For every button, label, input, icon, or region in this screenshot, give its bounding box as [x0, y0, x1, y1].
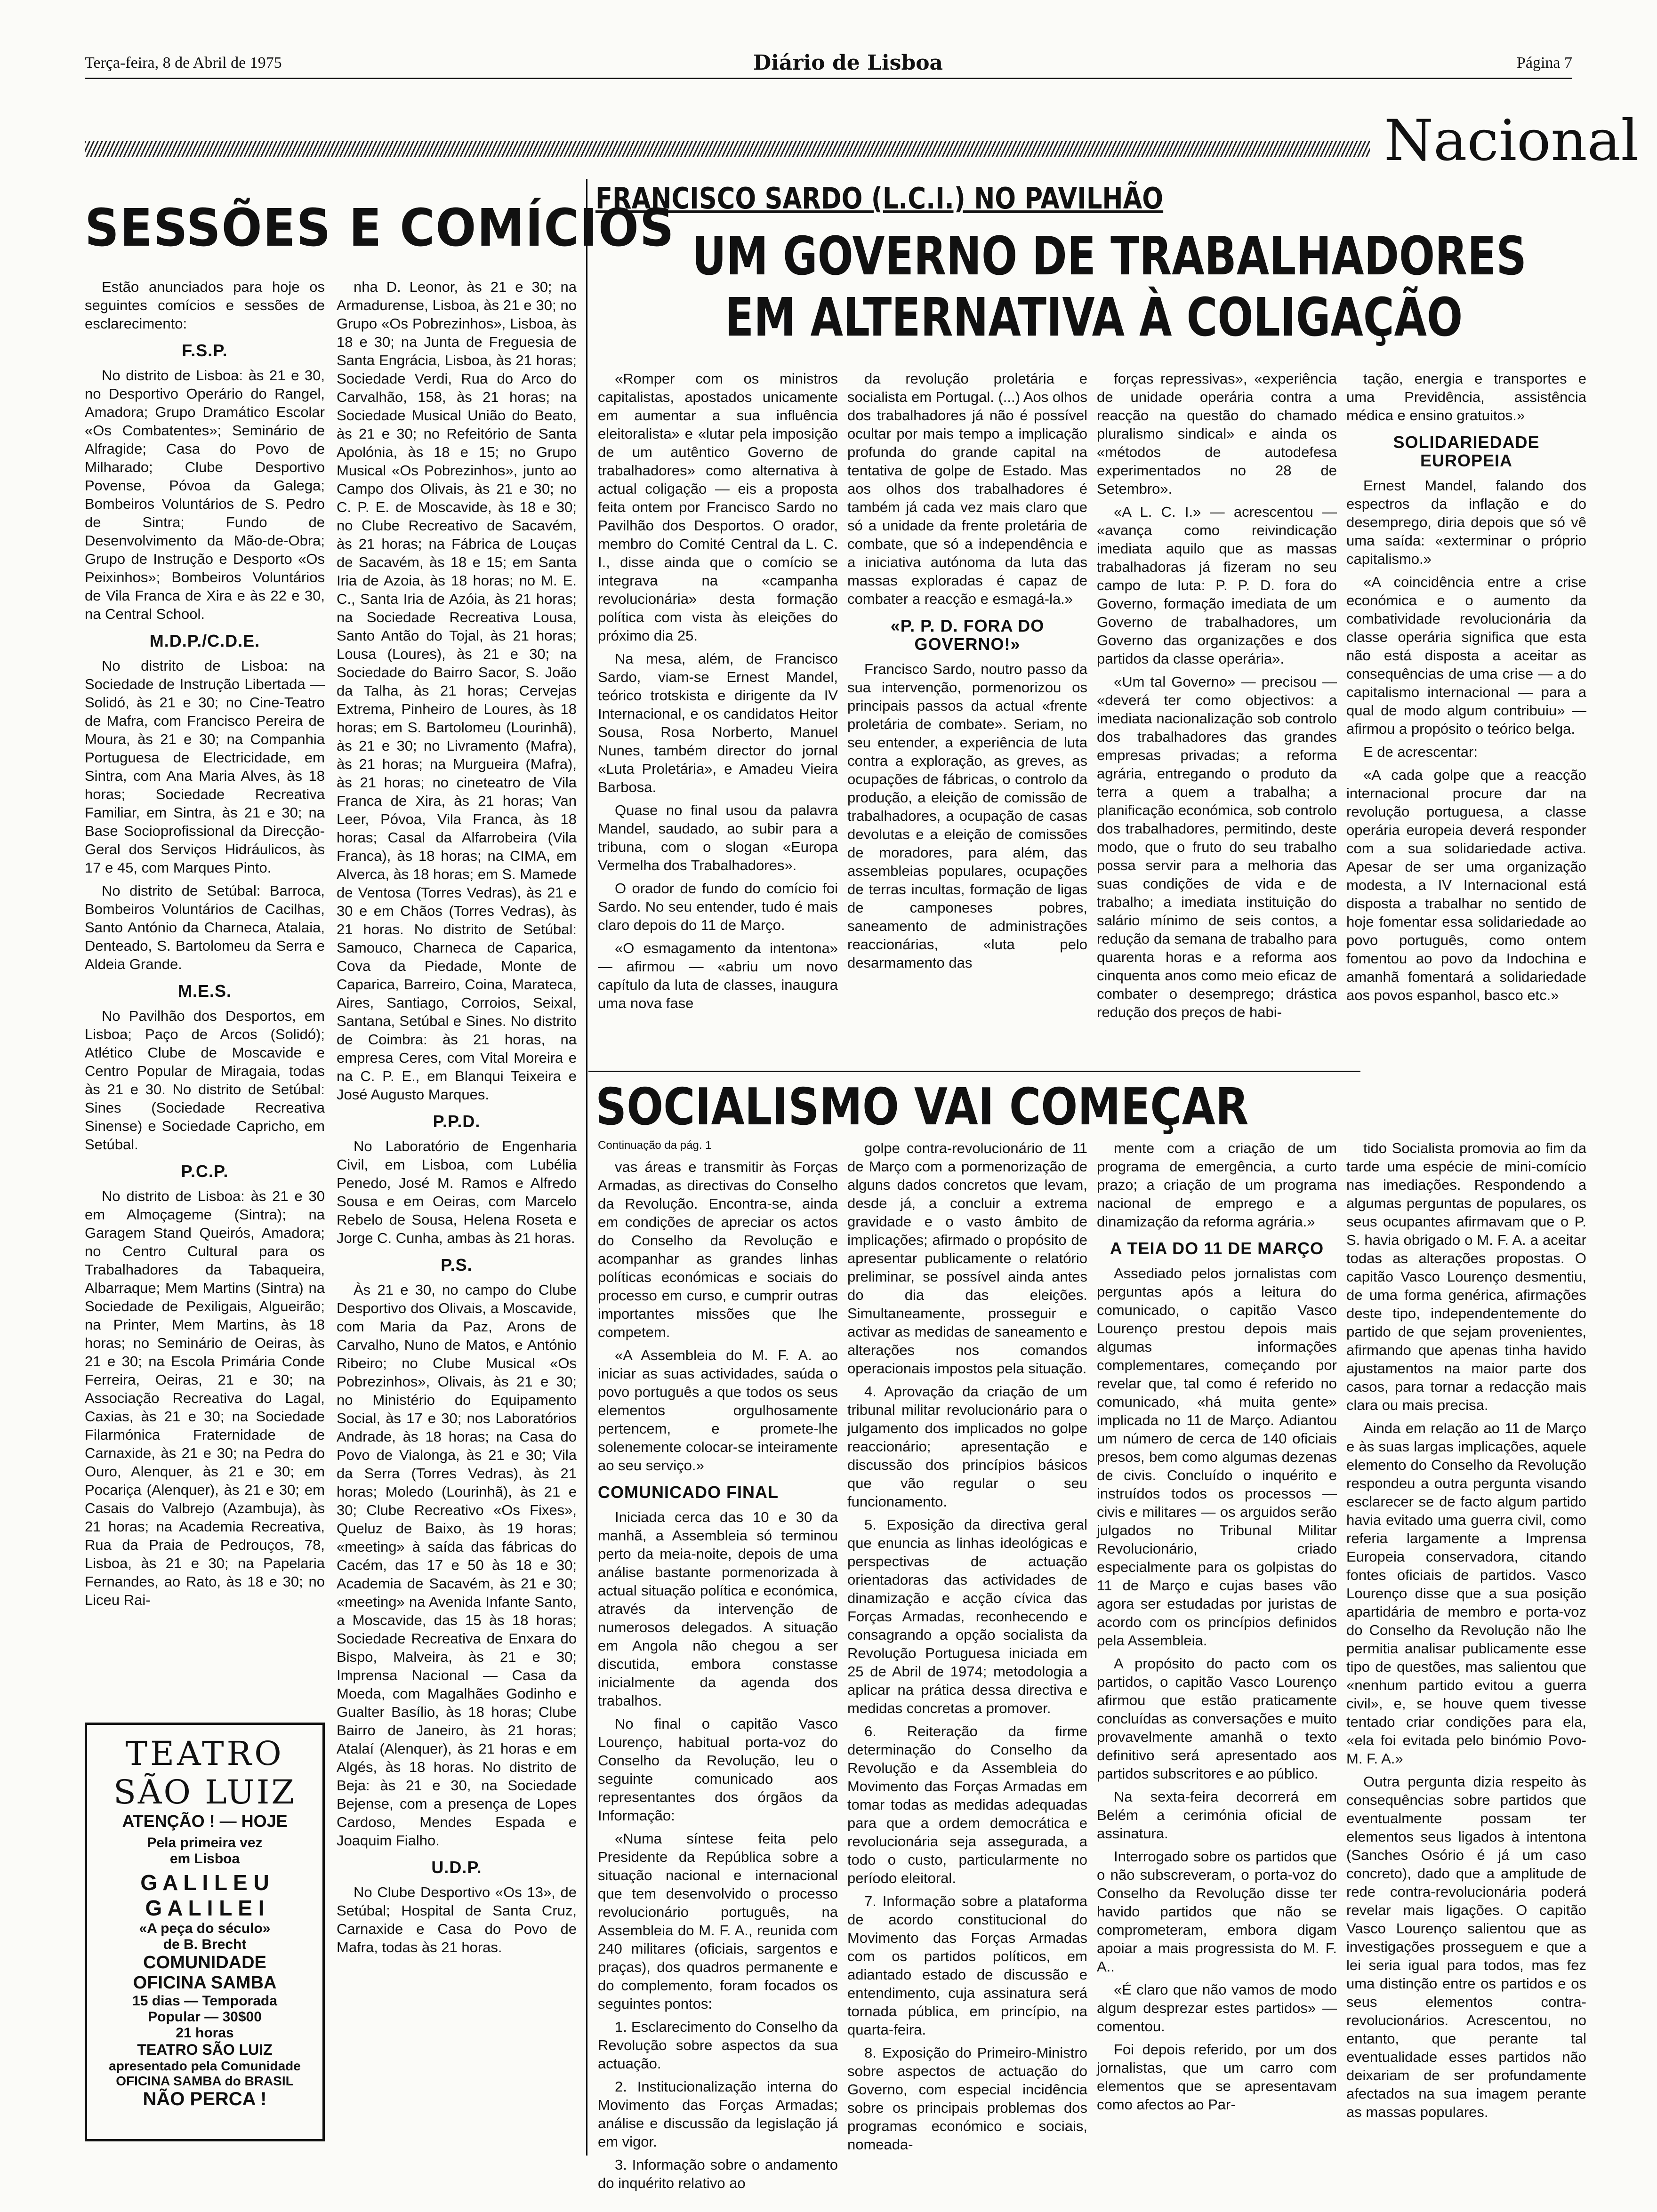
- sessoes-column-1: [85, 278, 325, 1713]
- udp-text: No Clube Desportivo «Os 13», de Setúbal; Hospital de Santa Cruz, Carnaxide e Casa do Povo de Mafra, todas às 21 horas.: [337, 1884, 577, 1956]
- pcp-heading: P.C.P.: [181, 1162, 229, 1181]
- socialismo-paragraph: Foi depois referido, por um dos jornalistas, que um carro com elementos que se apresentavam como afectos ao Par-: [1097, 2041, 1337, 2113]
- sardo-paragraph: Francisco Sardo, noutro passo da sua intervenção, pormenorizou os principais passos da actual «frente proletária de combate». Seriam, no seu entender, a experiência de luta contra a exploração, as greves, as ocupações de fábricas, o controlo da produção, a eleição de comissão de trabalhadores, a ocupação de casas devolutas e a eleição de comissões de moradores, para além, das assembleias populares, ocupações de terras incultas, formação de ligas de camponeses pobres, saneamento de administrações reaccionárias, «luta pelo desarmamento das: [847, 661, 1087, 971]
- sardo-column-3: [1097, 369, 1337, 1066]
- socialismo-paragraph: «A Assembleia do M. F. A. ao iniciar as suas actividades, saúda o povo português a que todos os seus elementos orgulhosamente pertencem, e promete-lhe solenemente colocar-se inteiramente ao seu serviço.»: [598, 1347, 838, 1474]
- socialismo-headline: SOCIALISMO VAI COMEÇAR: [595, 1078, 1249, 1137]
- sardo-paragraph: forças repressivas», «experiência de unidade operária contra a reacção na questão do chamado pluralismo sindical» e ainda os «métodos de autodefesa experimentados no 28 de Setembro».: [1097, 370, 1337, 497]
- sardo-paragraph: E de acrescentar:: [1363, 744, 1478, 760]
- ad-line-11: OFICINA SAMBA: [133, 1973, 277, 1993]
- socialismo-column-3: [1097, 1139, 1337, 2156]
- socialismo-paragraph: golpe contra-revolucionário de 11 de Março com a pormenorização de alguns dados concretos que levam, desde já, a concluir a extrema gravidade e o vasto âmbito de implicações; afirmado o propósito de apresentar publicamente o relatório preliminar, se possível ainda antes do dia das eleições. Simultaneamente, prosseguir e activar as medidas de saneamento e alterações nos comandos operacionais impostos pela situação.: [847, 1140, 1087, 1377]
- ad-line-13: Popular — 30$00: [148, 2009, 262, 2025]
- socialismo-column-1: [598, 1158, 838, 2191]
- sardo-column-4: [1346, 369, 1586, 1066]
- ad-line-17: NÃO PERCA !: [143, 2089, 267, 2109]
- sardo-kicker: FRANCISCO SARDO (L.C.I.) NO PAVILHÃO: [595, 181, 1164, 216]
- teatro-ad: [85, 1723, 325, 2141]
- sardo-paragraph: da revolução proletária e socialista em Portugal. (...) Aos olhos dos trabalhadores já não é possível ocultar por mais tempo a implicação profunda do grande capital na tentativa de golpe de Estado. Mas aos olhos dos trabalhadores é também já cada vez mais claro que só a unidade da frente proletária de combate, que só a independência e a iniciativa autónoma da luta das massas exploradas é capaz de combater a reacção e esmagá-la.»: [847, 370, 1088, 607]
- socialismo-paragraph: No final o capitão Vasco Lourenço, habitual porta-voz do Conselho da Revolução, leu o seguinte comunicado aos representantes dos órgãos da Informação:: [598, 1715, 838, 1824]
- sardo-paragraph: Quase no final usou da palavra Mandel, saudado, ao subir para a tribuna, com o slogan «Europa Vermelha dos Trabalhadores».: [598, 802, 838, 874]
- ad-line-15: TEATRO SÃO LUIZ: [137, 2041, 273, 2058]
- ppd-text: No Laboratório de Engenharia Civil, em Lisboa, com Lubélia Penedo, José M. Ramos e Alfredo Sousa e em Oeiras, com Marcelo Rebelo de Sousa, Helena Roseta e Jorge C. Cunha, ambas às 21 horas.: [337, 1138, 577, 1246]
- pcp-text-cont: nha D. Leonor, às 21 e 30; na Armadurense, Lisboa, às 21 e 30; no Grupo «Os Pobrezinhos», Lisboa, às 18 e 30; na Junta de Freguesia de Santa Engrácia, Lisboa, às 21 horas; Sociedade Verdi, Rua do Arco do Carvalhão, 158, às 21 horas; na Sociedade Musical União do Beato, às 21 e 30; no Refeitório de Santa Apolónia, às 18 e 15; no Grupo Musical «Os Pobrezinhos», junto ao Campo dos Olivais, às 21 e 30; no C. P. E. de Moscavide, às 18 e 30; no Clube Recreativo de Sacavém, às 21 horas; na Fábrica de Louças de Sacavém, às 18 e 15; em Santa Iria de Azoia, às 18 horas; no M. E. C., Santa Iria de Azóia, às 21 horas; na Sociedade Recreativa Lousa, Santo Antão do Tojal, às 21 horas; Lousa (Loures), às 21 e 30; na Sociedade do Bairro Sacor, S. João da Talha, às 21 horas; Cervejas Extrema, Pinheiro de Loures, às 18 horas; em S. Bartolomeu (Lourinhã), às 21 e 30; no Livramento (Mafra), às 21 horas; na Murgueira (Mafra), às 21 horas; no cineteatro de Vila Franca de Xira, às 21 horas; Van Leer, Póvoa, Vila Franca, às 18 horas; Casal da Alfarrobeira (Vila Franca), às 18 horas; na CIMA, em Alverca, às 18 horas; em S. Mamede de Ventosa (Torres Vedras), às 21 e 30 e em Chãos (Torres Vedras), às 21 horas. No distrito de Setúbal: Samouco, Charneca de Caparica, Cova da Piedade, Monte de Caparica, Barreiro, Coina, Marateca, Aires, Santiago, Corroios, Seixal, Santana, Setúbal e Sines. No distrito de Coimbra: às 21 horas, na empresa Ceres, com Vital Moreira e na C. P. E., em Blanqui Teixeira e José Augusto Marques.: [337, 279, 577, 1103]
- mdp-heading: M.D.P./C.D.E.: [149, 631, 260, 650]
- ps-heading: P.S.: [441, 1255, 473, 1274]
- mdp-text: No distrito de Lisboa: na Sociedade de Instrução Libertada — Solidó, às 21 e 30; no Cine-Teatro de Mafra, com Francisco Pereira de Moura, às 21 e 30; na Companhia Portuguesa de Electricidade, em Sintra, com Ana Maria Alves, às 18 horas; Sociedade Recreativa Familiar, em Sintra, às 21 e 30; na Base Socioprofissional da Direcção-Geral dos Serviços Hidráulicos, às 17 e 45, com Marques Pinto.: [85, 657, 325, 876]
- socialismo-paragraph: 3. Informação sobre o andamento do inquérito relativo ao: [598, 2156, 838, 2191]
- ad-line-12: 15 dias — Temporada: [132, 1993, 277, 2009]
- sardo-paragraph: O orador de fundo do comício foi Sardo. No seu entender, tudo é mais claro depois do 11 de Março.: [598, 880, 838, 933]
- socialismo-paragraph: A propósito do pacto com os partidos, o capitão Vasco Lourenço afirmou que estão praticamente concluídas as conversações e muito provavelmente amanhã o texto definitivo será apresentado aos partidos subscritores e ao público.: [1097, 1655, 1337, 1782]
- issue-date: Terça-feira, 8 de Abril de 1975: [85, 54, 282, 72]
- ad-line-1: TEATRO: [125, 1734, 284, 1773]
- socialismo-paragraph: vas áreas e transmitir às Forças Armadas, as directivas do Conselho da Revolução. Encontra-se, ainda em condições de apreciar os actos do Conselho da Revolução e acompanhar as grandes linhas políticas económicas e sociais do processo em curso, e cumprir outras importantes missões que lhe competem.: [598, 1159, 838, 1340]
- newspaper-name: Diário de Lisboa: [753, 51, 943, 75]
- sardo-paragraph: Ernest Mandel, falando dos espectros da inflação e do desemprego, diria depois que só vê uma saída: «exterminar o próprio capitalismo.»: [1346, 477, 1586, 567]
- socialismo-paragraph: 5. Exposição da directiva geral que enuncia as linhas ideológicas e perspectivas de actuação orientadoras das actividades de dinamização e acção cívica das Forças Armadas, reconhecendo e consagrando a opção socialista da Revolução Portuguesa iniciada em 25 de Abril de 1974; metodologia a aplicar na prática dessa directiva e medidas concretas a promover.: [847, 1516, 1087, 1716]
- sessoes-column-2: [337, 278, 577, 2156]
- socialismo-column-2: [847, 1139, 1087, 2156]
- ad-line-2: SÃO LUIZ: [113, 1773, 297, 1811]
- sardo-column-2: [847, 369, 1087, 1066]
- fsp-heading: F.S.P.: [182, 341, 228, 360]
- sardo-paragraph: «Romper com os ministros capitalistas, apostados unicamente em aumentar a sua influência eleitoralista» e «lutar pela imposição de um autêntico Governo de trabalhadores» como alternativa à actual coligação — eis a proposta feita ontem por Francisco Sardo no Pavilhão dos Desportos. O orador, membro do Comité Central da L. C. I., disse ainda que o comício se integrava na «campanha revolucionária» desta formação política com vista às eleições do próximo dia 25.: [598, 370, 838, 644]
- ad-line-3: ATENÇÃO ! — HOJE: [122, 1811, 288, 1831]
- ppd-heading: P.P.D.: [433, 1112, 481, 1131]
- sardo-paragraph: «Um tal Governo» — precisou — «deverá ter como objectivos: a imediata nacionalização sob controlo dos trabalhadores das grandes empresas privadas; a reforma agrária, entregando o produto da terra a quem a trabalha; a planificação económica, sob controlo dos trabalhadores, permitindo, deste modo, que o fruto do seu trabalho possa servir para a melhoria das suas condições de vida e de trabalho; a imediata instituição do salário mínimo de seis contos, a redução da semana de trabalho para quarenta horas e a reforma aos cinquenta anos como meio eficaz de combater o desemprego; drástica redução dos preços de habi-: [1097, 673, 1337, 1020]
- column-divider-main: [586, 179, 587, 2156]
- ppd-fora-heading: «P. P. D. FORA DO GOVERNO!»: [890, 616, 1045, 654]
- sardo-headline-1: UM GOVERNO DE TRABALHADORES: [692, 226, 1527, 287]
- pcp-text: No distrito de Lisboa: às 21 e 30 em Almoçageme (Sintra); na Garagem Stand Queirós, Amadora; no Centro Cultural para os Trabalhadores da Tabaqueira, Albarraque; Mem Martins (Sintra) na Sociedade de Pexiligais, Algueirão; na Printer, Mem Martins, às 18 horas; no Seminário de Oeiras, às 21 e 30; na Escola Primária Conde Ferreira, Oeiras, 21 e 30; na Associação Recreativa do Lagal, Caxias, às 21 e 30; na Sociedade Filarmónica Fraternidade de Carnaxide, às 21 e 30; na Pedra do Ouro, Alenquer, às 21 e 30; em Pocariça (Alenquer), às 21 e 30; em Casais do Valbrejo (Azambuja), às 21 horas; na Academia Recreativa, Rua da Praia de Pedrouços, 78, Lisboa, às 21 e 30; na Papelaria Fernandes, ao Rato, às 18 e 30; no Liceu Rai-: [85, 1188, 325, 1608]
- ad-line-8: «A peça do século»: [139, 1921, 271, 1936]
- socialismo-paragraph: Ainda em relação ao 11 de Março e às suas largas implicações, aquele elemento do Conselho da Revolução respondeu a outra pergunta visando esclarecer se de facto algum partido havia evitado uma guerra civil, como referia largamente a Imprensa Europeia conservadora, citando fontes oficiais de partidos. Vasco Lourenço disse que a sua posição apartidária de membro e porta-voz do Conselho da Revolução não lhe permitia analisar publicamente esse tipo de questões, mas salientou que «nenhum partido evitou a guerra civil», e, se houve quem tivesse tentado criar condições para ela, «ela foi evitada pelo binómio Povo-M. F. A.»: [1346, 1420, 1586, 1767]
- masthead-rule: [85, 78, 1572, 79]
- socialismo-paragraph: 8. Exposição do Primeiro-Ministro sobre aspectos de actuação do Governo, com especial incidência sobre os principais problemas dos programas económico e sociais, nomeada-: [847, 2044, 1087, 2153]
- udp-heading: U.D.P.: [431, 1858, 482, 1877]
- socialismo-column-4: [1346, 1139, 1586, 2156]
- mes-text: No Pavilhão dos Desportos, em Lisboa; Paço de Arcos (Solidó); Atlético Clube de Moscavide e Centro Popular de Miragaia, todas às 21 e 30. No distrito de Setúbal: Sines (Sociedade Recreativa Sinense) e Sociedade Capricho, em Setúbal.: [85, 1008, 325, 1153]
- ad-line-6: G A L I L E U: [140, 1870, 269, 1895]
- sardo-paragraph: tação, energia e transportes e uma Previdência, assistência médica e ensino gratuitos.»: [1346, 370, 1586, 424]
- solidariedade-heading: SOLIDARIEDADE EUROPEIA: [1393, 433, 1540, 470]
- socialismo-paragraph: «Numa síntese feita pelo Presidente da República sobre a situação nacional e internacional que tem desenvolvido o processo revolucionário português, na Assembleia do M. F. A., reunida com 240 militares (oficiais, sargentos e praças), dos quadros permanente e do complemento, foram focados os seguintes pontos:: [598, 1830, 838, 2012]
- sardo-paragraph: «A cada golpe que a reacção internacional procure dar na revolução portuguesa, a classe operária europeia deverá responder com a sua solidariedade activa. Apesar de ser uma organização modesta, a IV Internacional está disposta a trabalhar no sentido de hoje fomentar essa solidariedade ao povo português, como ontem fomentou ao povo da Indochina e amanhã fomentará a solidariedade aos povos espanhol, basco etc.»: [1346, 767, 1586, 1003]
- socialismo-paragraph: tido Socialista promovia ao fim da tarde uma espécie de mini-comício nas imediações. Respondendo a algumas perguntas de populares, os seus ocupantes afirmavam que o P. S. havia obrigado o M. F. A. a aceitar todas as alterações propostas. O capitão Vasco Lourenço desmentiu, de uma forma genérica, afirmações deste tipo, independentemente do partido de que sejam provenientes, afirmando que apenas tinha havido ajustamentos na maior parte dos casos, para tornar a redacção mais clara ou mais precisa.: [1346, 1140, 1586, 1413]
- socialismo-paragraph: Interrogado sobre os partidos que o não subscreveram, o porta-voz do Conselho da Revolução disse ter havido partidos que não se comprometeram, embora digam apoiar a mais progressista do M. F. A..: [1097, 1848, 1337, 1975]
- sardo-headline-2: EM ALTERNATIVA À COLIGAÇÃO: [725, 287, 1463, 348]
- ad-line-16: apresentado pela Comunidade OFICINA SAMBA do BRASIL: [109, 2059, 301, 2088]
- socialismo-paragraph: Outra pergunta dizia respeito às consequências sobre partidos que eventualmente possam ter elementos seus ligados à intentona (Sanches Osório é já um caso concreto), dado que a amplitude de rede contra-revolucionária poderá revelar mais ligações. O capitão Vasco Lourenço salientou que as investigações prosseguem e que a lei seria igual para todos, mas fez uma distinção entre os partidos e os seus elementos contra-revolucionários. Acrescentou, no entanto, que perante tal eventualidade esses partidos não deixariam de ser profundamente afectados na sua imagem perante as massas populares.: [1346, 1773, 1586, 2120]
- ad-line-4: Pela primeira vez: [147, 1835, 263, 1851]
- sessoes-headline: SESSÕES E COMÍCIOS: [85, 198, 675, 258]
- ad-line-14: 21 horas: [176, 2025, 234, 2041]
- ad-line-7: G A L I L E I: [145, 1896, 265, 1920]
- teia-heading: A TEIA DO 11 DE MARÇO: [1110, 1239, 1324, 1258]
- socialismo-paragraph: mente com a criação de um programa de emergência, a curto prazo; a criação de um programa nacional de emprego e a dinamização da reforma agrária.»: [1097, 1140, 1337, 1230]
- comunicado-heading: COMUNICADO FINAL: [598, 1483, 779, 1502]
- mes-heading: M.E.S.: [177, 981, 232, 1001]
- socialismo-paragraph: 7. Informação sobre a plataforma de acordo constitucional do Movimento das Forças Armadas com os partidos políticos, em adiantado estado de discussão e entendimento, cuja assinatura será tornada pública, em princípio, na quarta-feira.: [847, 1893, 1087, 2038]
- socialismo-paragraph: 4. Aprovação da criação de um tribunal militar revolucionário para o julgamento dos implicados no golpe reaccionário; apresentação e discussão dos princípios básicos que vão regular o seu funcionamento.: [847, 1383, 1087, 1510]
- fsp-text: No distrito de Lisboa: às 21 e 30, no Desportivo Operário do Rangel, Amadora; Grupo Dramático Escolar «Os Combatentes»; Seminário de Alfragide; Casa do Povo de Milharado; Clube Desportivo Povense, Póvoa da Galega; Bombeiros Voluntários de S. Pedro de Sintra; Fundo de Desenvolvimento da Mão-de-Obra; Grupo de Instrução e Desporto «Os Peixinhos»; Bombeiros Voluntários de Vila Franca de Xira e às 22 e 30, na Central School.: [85, 367, 325, 622]
- ad-line-9: de B. Brecht: [163, 1937, 247, 1952]
- socialismo-paragraph: 2. Institucionalização interna do Movimento das Forças Armadas; análise e discussão da legislação já em vigor.: [598, 2078, 838, 2150]
- section-title: Nacional: [1384, 108, 1639, 174]
- socialismo-paragraph: 1. Esclarecimento do Conselho da Revolução sobre aspectos da sua actuação.: [598, 2019, 838, 2072]
- mdp-text-2: No distrito de Setúbal: Barroca, Bombeiros Voluntários de Cacilhas, Santo António da Charneca, Atalaia, Denteado, S. Bartolomeu da Serra e Aldeia Grande.: [85, 882, 325, 972]
- sardo-paragraph: «O esmagamento da intentona» — afirmou — «abriu um novo capítulo da luta de classes, inaugura uma nova fase: [598, 940, 838, 1011]
- sardo-paragraph: Na mesa, além, de Francisco Sardo, viam-se Ernest Mandel, teórico trotskista e dirigente da IV Internacional, e os candidatos Heitor Sousa, Rosa Norberto, Manuel Nunes, também director do jornal «Luta Proletária», e Amadeu Vieira Barbosa.: [598, 650, 838, 795]
- ad-line-5: em Lisboa: [169, 1851, 240, 1867]
- socialismo-paragraph: 6. Reiteração da firme determinação do Conselho da Revolução e da Assembleia do Movimento das Forças Armadas em tomar todas as medidas adequadas para que a ordem democrática e revolucionária seja assegurada, a todo o custo, particularmente no período eleitoral.: [847, 1723, 1087, 1886]
- socialismo-paragraph: Iniciada cerca das 10 e 30 da manhã, a Assembleia só terminou perto da meia-noite, depois de uma análise bastante pormenorizada à actual situação política e económica, através da intervenção de numerosos delegados. A situação em Angola não chegou a ser discutida, embora constasse inicialmente da agenda dos trabalhos.: [598, 1509, 838, 1709]
- hatch-bar: [85, 141, 1370, 157]
- ps-text: Às 21 e 30, no campo do Clube Desportivo dos Olivais, a Moscavide, com Maria da Paz, Arons de Carvalho, Nuno de Matos, e António Ribeiro; no Clube Musical «Os Pobrezinhos», Olivais, às 21 e 30; no Ministério do Equipamento Social, às 17 e 30; nos Laboratórios Andrade, às 18 horas; na Casa do Povo de Vialonga, às 21 e 30; Vila da Serra (Torres Vedras), às 21 horas; Moledo (Lourinhã), às 21 e 30; Clube Recreativo «Os Fixes», Queluz de Baixo, às 19 horas; «meeting» à saída das fábricas do Cacém, das 17 e 50 às 18 e 30; Academia de Sacavém, às 21 e 30; «meeting» na Avenida Infante Santo, a Moscavide, das 15 às 18 horas; Sociedade Recreativa de Enxara do Bispo, Malveira, às 21 e 30; Imprensa Nacional — Casa da Moeda, com Magalhães Godinho e Gualter Basílio, às 18 horas; Clube Bairro de Janeiro, às 21 horas; Atalaí (Alenquer), às 21 horas e em Algés, às 18 horas. No distrito de Beja: às 21 e 30, na Sociedade Bejense, com a presença de Lopes Cardoso, Mendes Espada e Joaquim Fialho.: [337, 1282, 577, 1849]
- sardo-column-1: [598, 369, 838, 1066]
- socialismo-paragraph: Na sexta-feira decorrerá em Belém a cerimónia oficial de assinatura.: [1097, 1788, 1337, 1842]
- sardo-paragraph: «A coincidência entre a crise económica e o aumento da combatividade revolucionária da classe operária significa que esta não está disposta a aceitar as consequências de uma crise — a do capitalismo internacional — para a qual de modo algum contribuiu» — afirmou a propósito o teórico belga.: [1346, 574, 1586, 737]
- ad-line-10: COMUNIDADE: [143, 1953, 266, 1972]
- socialismo-paragraph: «É claro que não vamos de modo algum desprezar estes partidos» — comentou.: [1097, 1981, 1337, 2035]
- page-number: Página 7: [1516, 54, 1572, 72]
- sessoes-intro: Estão anunciados para hoje os seguintes comícios e sessões de esclarecimento:: [85, 279, 325, 332]
- socialismo-paragraph: Assediado pelos jornalistas com perguntas após a leitura do comunicado, o capitão Vasco Lourenço prestou depois mais algumas informações complementares, começando por revelar que, tal como é referido no comunicado, «há muita gente» implicada no 11 de Março. Adiantou um número de cerca de 140 oficiais presos, bem como algumas dezenas de civis. Concluído o inquérito e instruídos todos os processos — civis e militares — os arguidos serão julgados no Tribunal Militar Revolucionário, criado especialmente para os golpistas do 11 de Março e cujas bases vão agora ser estudadas por juristas de acordo com os princípios definidos pela Assembleia.: [1097, 1265, 1337, 1649]
- continuation-note: Continuação da pág. 1: [598, 1139, 712, 1152]
- sardo-paragraph: «A L. C. I.» — acrescentou — «avança como reivindicação imediata aquilo que as massas trabalhadoras já fizeram no seu campo de luta: P. P. D. fora do Governo, formação imediata de um Governo de trabalhadores, um Governo das organizações e dos partidos da classe operária».: [1097, 504, 1337, 667]
- article-divider: [588, 1071, 1360, 1072]
